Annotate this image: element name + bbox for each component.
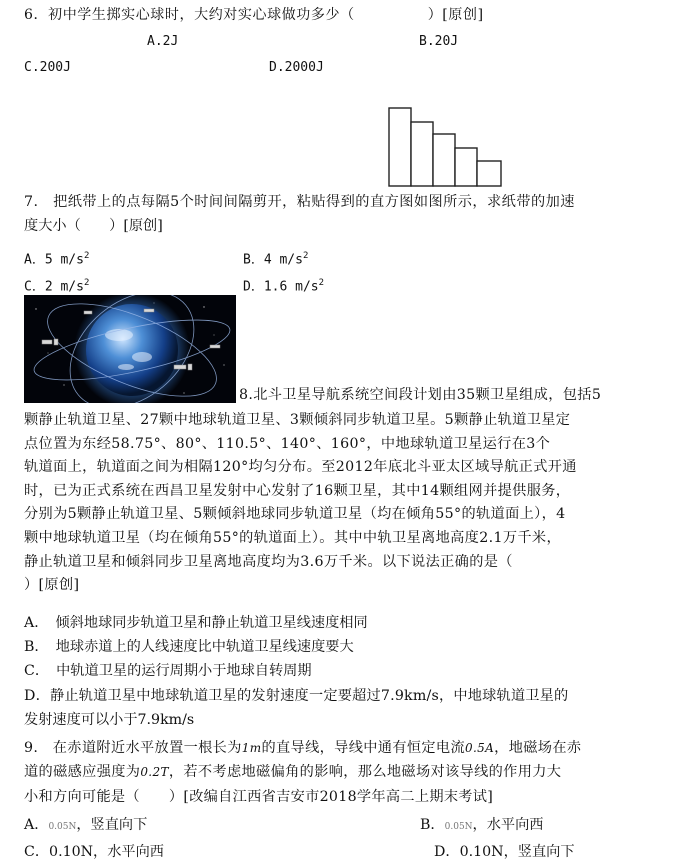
q8-stem-body [24,409,658,598]
tape-histogram-figure [388,107,504,187]
q8-option-d-line-2: 发射速度可以小于7.9km/s [24,712,195,728]
histogram-bar-5 [477,161,501,186]
q9-current: 0.5A [465,741,495,755]
q8-line: 点位置为东经58.75°、80°、110.5°、140°、160°，中地球轨道卫星运行在3个 [24,435,551,452]
q8-line: 静止轨道卫星和倾斜同步卫星离地高度均为3.6万千米。以下说法正确的是（ [24,553,513,570]
q7-stem-line-1: 7. 把纸带上的点每隔5个时间间隔剪开，粘贴得到的直方图如图所示，求纸带的加速 [24,194,575,210]
q6-option-a: A.2J [147,34,179,49]
histogram-bar-4 [455,148,477,186]
q9-field-strength: 0.2T [140,765,169,779]
q8-option-c: C． 中轨道卫星的运行周期小于地球自转周期 [24,663,312,679]
q7-option-a: A．5 $m/s^2$ [24,251,90,268]
histogram-bar-3 [433,134,455,186]
q8-stem-first-line: 8.北斗卫星导航系统空间段计划由35颗卫星组成，包括5 [239,387,602,403]
histogram-bar-1 [389,108,411,186]
q9-stem-line-2: 道的磁感应强度为0.2T，若不考虑地磁偏角的影响，那么地磁场对该导线的作用力大 [24,764,562,780]
q7-option-b: B．4 $m/s^2$ [243,251,309,268]
q9-stem-line-3: 小和方向可能是（ ）[改编自江西省吉安市2018学年高二上期末考试] [24,789,494,805]
q8-option-b: B． 地球赤道上的人线速度比中轨道卫星线速度要大 [24,639,354,655]
q9-option-c: C．0.10N，水平向西 [24,844,164,860]
q8-line: 颗静止轨道卫星、27颗中地球轨道卫星、3颗倾斜同步轨道卫星。5颗静止轨道卫星定 [24,412,571,428]
q9-option-b: B．0.05N，水平向西 [420,817,544,833]
beidou-satellite-earth-image [24,295,236,403]
q6-option-c: C.200J [24,60,71,75]
q8-line: 颗中地球轨道卫星（均在倾角55°的轨道面上）。其中中轨卫星离地高度2.1万千米， [24,529,561,546]
q8-line: 时，已为正式系统在西昌卫星发射中心发射了16颗卫星，其中14颗组网并提供服务， [24,482,571,499]
q7-option-c: C．2 $m/s^2$ [24,278,90,295]
q6-stem: 6．初中学生掷实心球时，大约对实心球做功多少（ ）[原创] [24,7,484,23]
q6-option-b: B.20J [419,34,459,49]
q9-option-d: D．0.10N，竖直向下 [434,844,575,860]
q9-stem-line-1: 9. 在赤道附近水平放置一根长为1m的直导线，导线中通有恒定电流0.5A，地磁场在赤 [24,740,582,756]
q6-option-d: D.2000J [269,60,324,75]
q8-line: 分别为5颗静止轨道卫星、5颗倾斜地球同步轨道卫星（均在倾角55°的轨道面上），4 [24,506,566,523]
q8-line: 轨道面上，轨道面之间为相隔120°均匀分布。至2012年底北斗亚太区域导航正式开通 [24,459,577,476]
histogram-bar-2 [411,122,433,186]
q8-line: ）[原创] [24,577,80,594]
q9-option-a: A．0.05N，竖直向下 [24,817,148,833]
q8-option-d-line-1: D．静止轨道卫星中地球轨道卫星的发射速度一定要超过7.9km/s，中地球轨道卫星的 [24,688,569,704]
q9-length: 1m [241,741,262,755]
q7-stem-line-2: 度大小（ ）[原创] [24,218,163,234]
q7-option-d: D．1.6 $m/s^2$ [243,278,325,295]
q8-option-a: A． 倾斜地球同步轨道卫星和静止轨道卫星线速度相同 [24,615,368,631]
